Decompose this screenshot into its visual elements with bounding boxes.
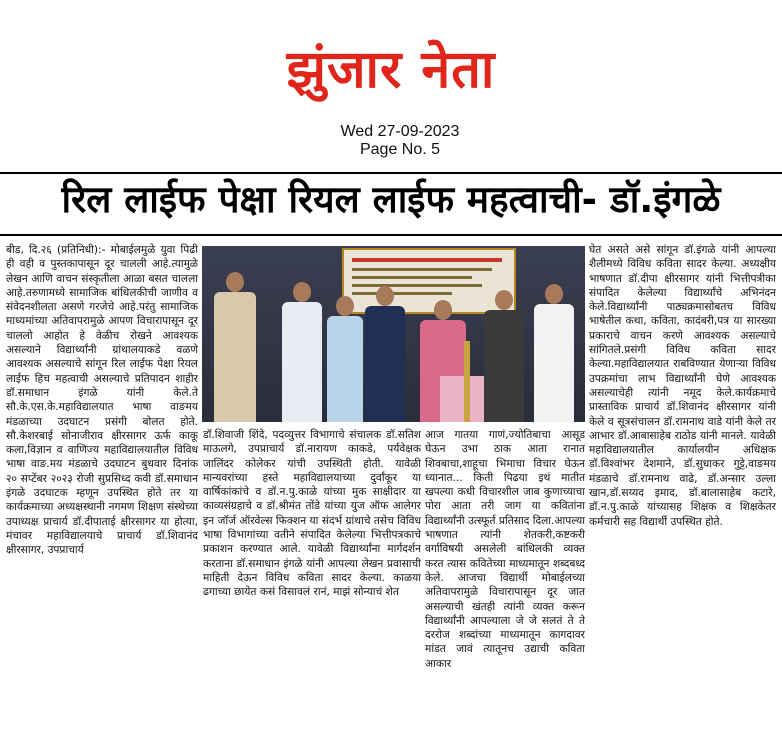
- article-column-4: [589, 243, 776, 745]
- person-figure: [327, 296, 363, 422]
- column-text: आज गातया गाणं,ज्योतिबाचा आसूड घेऊन उभा ठाक आता रानात शिवबाचा,शाहूचा भिमाचा विचार घेऊन ध्यानात... किती पिढया इथं मातीत खपल्या कधी विचारशील जाब कुणाच्याचा पोरा आता तरी जाग या कवितांना विद्यार्थ्यांनी उत्स्फूर्त प्रतिसाद दिला.आपल्या भाषणात त्यांनी शेतकरी,कष्टकरी वर्गाविषयी असलेली बांधिलकी व्यक्त करत त्यास कवितेच्या माध्यमातून शब्दबध्द केले. आजचा विद्यार्थी मोबाईलच्या अतिवापरामुळे विचारापासून दूर जात असल्याची खंतही त्यांनी व्यक्त करून विद्यार्थ्यांनी आपल्याला जे जे सलतं ते ते दररोज शब्दांच्या माध्यमातून कागदावर मांडत जावं त्यातूनच उद्याची कविता आकार: [425, 429, 585, 670]
- article-column-3: [425, 428, 585, 745]
- person-figure: [484, 290, 524, 422]
- newspaper-masthead: झुंजार नेता: [286, 40, 496, 100]
- column-text: घेत असते असे सांगून डॉ.इंगळे यांनी आपल्या शैलीमध्ये विविध कविता सादर केल्या. अध्यक्षीय भाषणात डॉ.दीपा क्षीरसागर यांनी भित्तीपत्रीका संपादित केलेल्या विद्यार्थ्यांचे अभिनंदन केले.विद्यार्थ्यांनी पाठ्यक्रमासोबतच विविध भाषेतील कथा, कविता, कादंबरी,पत्र या सारख्या प्रकाराचे वाचन करणे आवश्यक असल्याचे सांगितले.प्रसंगी विविध कविता सादर केल्या.महाविद्यालयात राबविण्यात येणाऱ्या विविध उपक्रमांचा लाभ विद्यार्थ्यांनी घेणे आवश्यक असल्याचेही त्यांनी नमूद केले.कार्यक्रमाचे प्रास्ताविक प्राचार्य डॉ.शिवानंद क्षीरसागर यांनी केले व सूत्रसंचालन डॉ.रामनाथ वाडे यांनी केले तर आभार डॉ.आबासाहेब राठोड यांनी मानले. यावेळी महाविद्यालयातील कार्यालयीन अधिक्षक डॉ.विश्वांभर देशमाने, डॉ.सुधाकर गुट्टे,वाङमय मंडळाचे डॉ.रामनाथ वाढे, डॉ.अन्सार उल्ला खान,डॉ.सय्यद इमाद, डॉ.बालासाहेब कटारे, डॉ.न.पु.काळे यांच्यासह शिक्षक व शिक्षकेतर कर्मचारी सह विद्यार्थी उपस्थित होते.: [589, 244, 776, 528]
- column-text: बीड, दि.२६ (प्रतिनिधी):- मोबाईलमुळे युवा पिढी ही वही व पुस्तकापासून दूर चालली आहे.त्यामुळे लेखन आणि वाचन संस्कृतीला आळा बसत चालला आहे.तरुणामध्ये सामाजिक बांधिलकीची जाणीव व संवेदनशीलता असणे गरजेचे आहे.परंतु सामाजिक माध्यमांच्या अतिवापरामुळे आपण विचारापासून दूर चाललो आहोत हे वेळीच रोखने आवश्यक असल्याने विद्यार्थ्यांनी ग्रांथालयाकडे वळणे आवश्यक असल्याचे सांगून रिल लाईफ पेक्षा रियल लाईफ हिच महत्वाची असल्याचे प्रतिपादन शाहीर डॉ.समाधान इंगळे यांनी केले.ते सौ.के.एस.के.महाविद्यालयात भाषा वाङमय मंडळाच्या उदघाटन प्रसंगी बोलत होते. सौ.केशरबाई सोनाजीराव क्षीरसागर ऊर्फ काकू कला,विज्ञान व वाणिज्य महाविद्यालयातील विविध भाषा वाङ.मय मंडळाचे उदघाटन बुधवार दिनांक २० सप्टेंबर २०२३ रोजी सुप्रसिध्द कवी डॉ.समाधान इंगळे उदघाटक म्हणून उपस्थित होते तर या कार्यक्रमाच्या अध्यक्षस्थानी नगमण शिक्षण संस्थेच्या उपाध्यक्ष प्राचार्य डॉ.दीपाताई क्षीरसागर या होत्या, मंचावर महाविद्यालयाचे प्राचार्य डॉ.शिवानंद क्षीरसागर, उपप्राचार्य: [6, 244, 198, 557]
- person-figure: [282, 282, 322, 422]
- top-rule: [0, 172, 782, 174]
- publication-date: Wed 27-09-2023: [340, 123, 460, 140]
- headline-rule: [0, 234, 782, 236]
- person-figure: [214, 272, 256, 422]
- article-column-1: [6, 243, 198, 745]
- dateline: [300, 123, 500, 159]
- person-figure: [534, 284, 574, 422]
- column-text: डॉ.शिवाजी शिंदे, पदव्युत्तर विभागाचे संचालक डॉ.सतिश माऊलगे, उपप्राचार्य डॉ.नारायण काकडे, पर्यवेक्षक जालिंदर कोलेकर यांची उपस्थिती होती. यावेळी मान्यवरांच्या हस्ते महाविद्यालयाच्या दुर्वांकूर या वार्षिकांकांचे व डॉ.न.पु.काळे यांच्या मुक साक्षीदार या काव्यसंग्रहाचे व डॉ.श्रीमंत तोंडे यांच्या युज ऑफ आलेगर इन जॉर्ज ऑरवेल्स फिक्शन या संदर्भ ग्रांथाचे तसेच विविध भाषा विभागांच्या वतीने संपादित केलेल्या भित्तीपत्रकाचे प्रकाशन करण्यात आले. यावेळी विद्यार्थ्यांना मार्गदर्शन करताना डॉ.समाधान इंगळे यांनी आपल्या लेखन प्रवासाची माहिती देऊन विविध कविता सादर केल्या. काळया ढगाच्या छायेत कसं विसावलं रानं, माझं सोन्याचं शेत: [203, 429, 421, 599]
- article-column-2: [203, 428, 421, 745]
- page-number: Page No. 5: [359, 141, 441, 158]
- article-headline: रिल लाईफ पेक्षा रियल लाईफ महत्वाची- डॉ.इंगळे: [61, 178, 721, 221]
- person-figure: [365, 286, 405, 422]
- event-photo: [202, 246, 585, 422]
- oil-lamp: [464, 341, 470, 422]
